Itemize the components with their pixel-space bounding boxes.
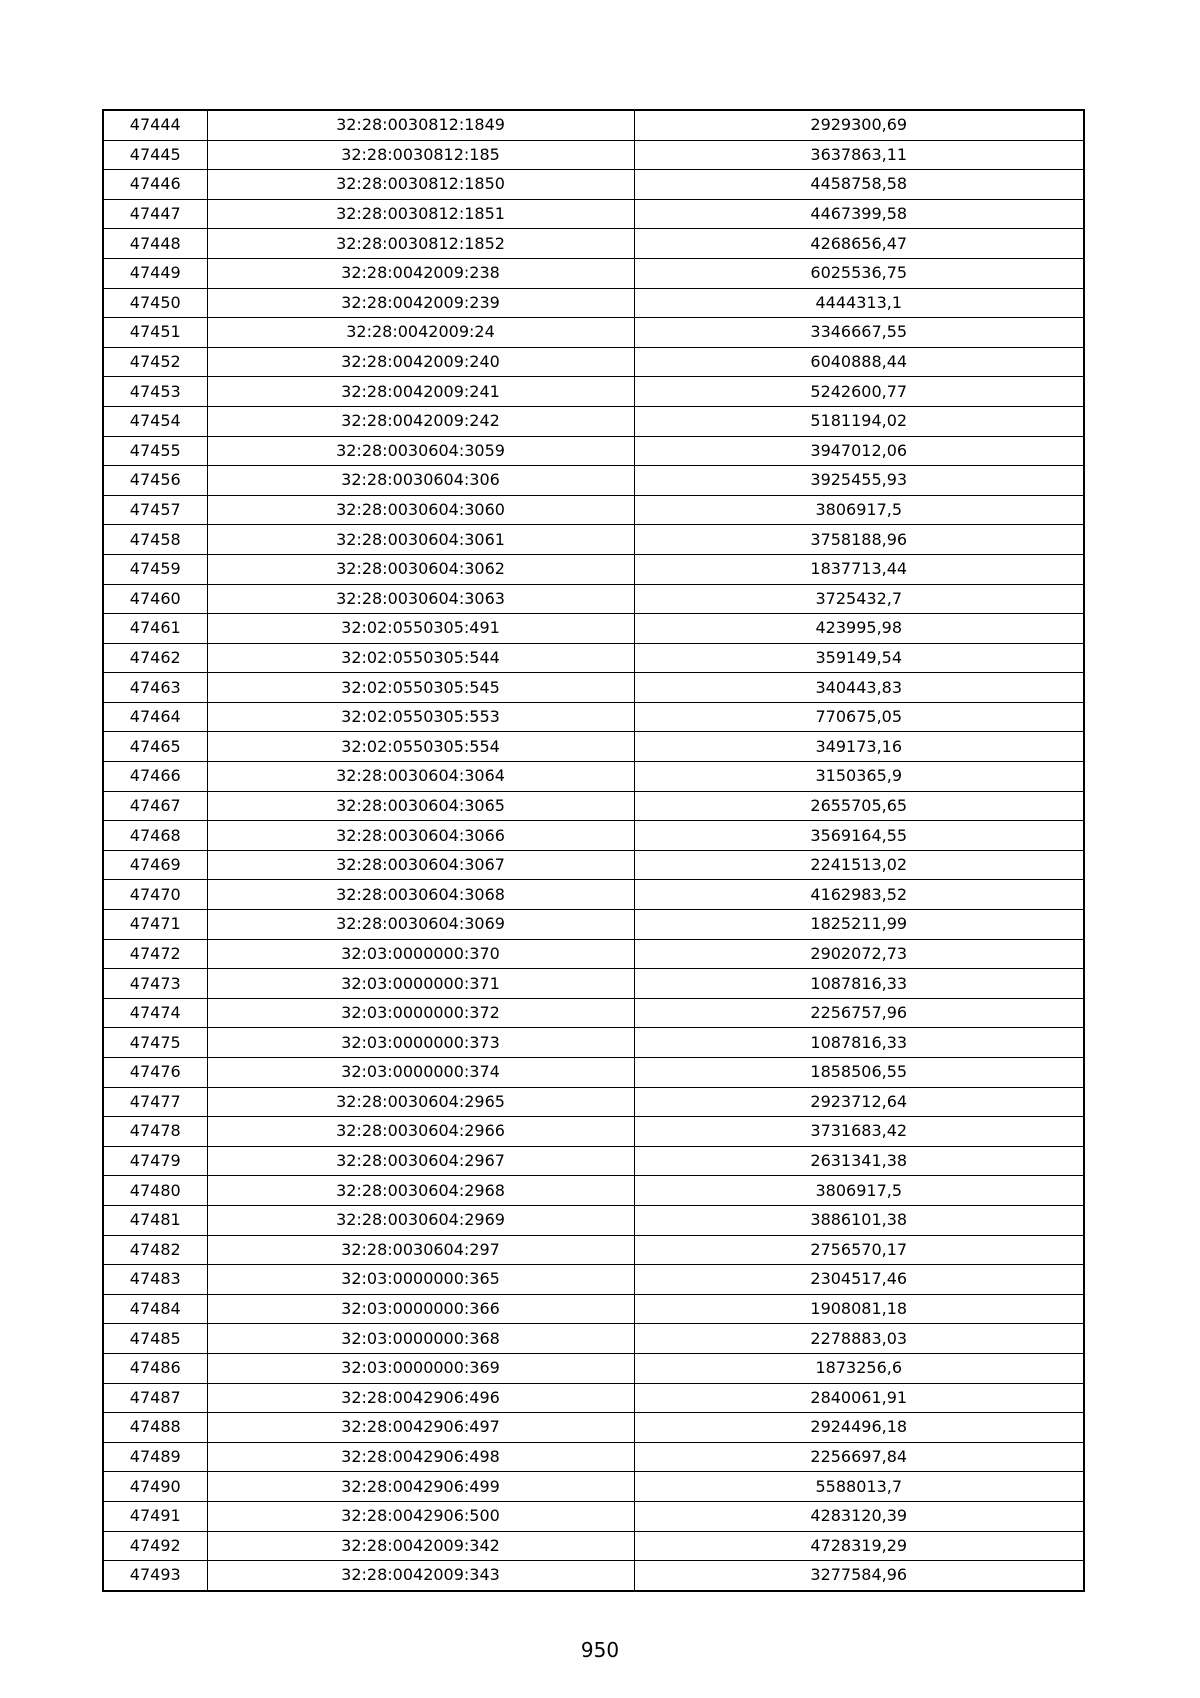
row-number-cell: 47462 [103,643,207,673]
value-cell: 4467399,58 [634,199,1084,229]
data-table [102,109,1085,1592]
cadastral-number-cell: 32:28:0042009:24 [207,318,634,348]
cadastral-number-cell: 32:03:0000000:366 [207,1294,634,1324]
value-cell: 1837713,44 [634,554,1084,584]
row-number-cell: 47474 [103,998,207,1028]
row-number-cell: 47473 [103,969,207,999]
table-row [103,673,1084,703]
row-number-cell: 47454 [103,406,207,436]
row-number-cell: 47447 [103,199,207,229]
row-number-cell: 47444 [103,110,207,140]
table-body [103,110,1084,1591]
table-row [103,1235,1084,1265]
value-cell: 770675,05 [634,702,1084,732]
value-cell: 1908081,18 [634,1294,1084,1324]
row-number-cell: 47459 [103,554,207,584]
row-number-cell: 47476 [103,1058,207,1088]
value-cell: 3947012,06 [634,436,1084,466]
cadastral-number-cell: 32:28:0042009:240 [207,347,634,377]
cadastral-number-cell: 32:28:0030812:185 [207,140,634,170]
value-cell: 2902072,73 [634,939,1084,969]
table-row [103,821,1084,851]
row-number-cell: 47479 [103,1146,207,1176]
value-cell: 423995,98 [634,614,1084,644]
row-number-cell: 47490 [103,1472,207,1502]
cadastral-number-cell: 32:28:0030604:3062 [207,554,634,584]
row-number-cell: 47451 [103,318,207,348]
value-cell: 2756570,17 [634,1235,1084,1265]
row-number-cell: 47493 [103,1561,207,1591]
row-number-cell: 47450 [103,288,207,318]
value-cell: 4458758,58 [634,170,1084,200]
cadastral-number-cell: 32:03:0000000:370 [207,939,634,969]
row-number-cell: 47446 [103,170,207,200]
table-row [103,1501,1084,1531]
cadastral-number-cell: 32:28:0042009:343 [207,1561,634,1591]
value-cell: 3886101,38 [634,1205,1084,1235]
table-row [103,1383,1084,1413]
table-row [103,258,1084,288]
table-row [103,850,1084,880]
value-cell: 3806917,5 [634,495,1084,525]
row-number-cell: 47486 [103,1353,207,1383]
table-row [103,1205,1084,1235]
cadastral-number-cell: 32:28:0030604:3064 [207,762,634,792]
row-number-cell: 47469 [103,850,207,880]
row-number-cell: 47481 [103,1205,207,1235]
row-number-cell: 47478 [103,1117,207,1147]
value-cell: 3277584,96 [634,1561,1084,1591]
cadastral-number-cell: 32:28:0042009:241 [207,377,634,407]
value-cell: 2840061,91 [634,1383,1084,1413]
table-row [103,1058,1084,1088]
value-cell: 2924496,18 [634,1413,1084,1443]
value-cell: 1087816,33 [634,969,1084,999]
value-cell: 4162983,52 [634,880,1084,910]
row-number-cell: 47452 [103,347,207,377]
row-number-cell: 47455 [103,436,207,466]
value-cell: 1087816,33 [634,1028,1084,1058]
cadastral-number-cell: 32:28:0042009:342 [207,1531,634,1561]
value-cell: 4283120,39 [634,1501,1084,1531]
cadastral-number-cell: 32:28:0042906:497 [207,1413,634,1443]
value-cell: 5181194,02 [634,406,1084,436]
row-number-cell: 47472 [103,939,207,969]
row-number-cell: 47468 [103,821,207,851]
table-row [103,1265,1084,1295]
cadastral-number-cell: 32:28:0042906:496 [207,1383,634,1413]
row-number-cell: 47449 [103,258,207,288]
row-number-cell: 47480 [103,1176,207,1206]
value-cell: 1858506,55 [634,1058,1084,1088]
row-number-cell: 47460 [103,584,207,614]
cadastral-number-cell: 32:28:0030604:3063 [207,584,634,614]
row-number-cell: 47457 [103,495,207,525]
value-cell: 3758188,96 [634,525,1084,555]
row-number-cell: 47448 [103,229,207,259]
table-row [103,554,1084,584]
cadastral-number-cell: 32:28:0030604:297 [207,1235,634,1265]
value-cell: 1825211,99 [634,910,1084,940]
cadastral-number-cell: 32:03:0000000:369 [207,1353,634,1383]
cadastral-number-cell: 32:28:0042906:498 [207,1442,634,1472]
row-number-cell: 47464 [103,702,207,732]
row-number-cell: 47492 [103,1531,207,1561]
table-row [103,1028,1084,1058]
table-row [103,140,1084,170]
table-row [103,910,1084,940]
table-row [103,1146,1084,1176]
cadastral-number-cell: 32:03:0000000:372 [207,998,634,1028]
value-cell: 2241513,02 [634,850,1084,880]
table-row [103,495,1084,525]
cadastral-number-cell: 32:28:0030604:3066 [207,821,634,851]
table-row [103,998,1084,1028]
table-row [103,762,1084,792]
table-row [103,199,1084,229]
cadastral-number-cell: 32:28:0030812:1850 [207,170,634,200]
row-number-cell: 47461 [103,614,207,644]
cadastral-number-cell: 32:03:0000000:368 [207,1324,634,1354]
cadastral-number-cell: 32:28:0030604:2969 [207,1205,634,1235]
table-row [103,1561,1084,1591]
table-row [103,1442,1084,1472]
value-cell: 3150365,9 [634,762,1084,792]
table-row [103,110,1084,140]
value-cell: 6025536,75 [634,258,1084,288]
row-number-cell: 47475 [103,1028,207,1058]
cadastral-number-cell: 32:02:0550305:554 [207,732,634,762]
table-row [103,1413,1084,1443]
table-row [103,466,1084,496]
table-row [103,1294,1084,1324]
table-row [103,170,1084,200]
table-row [103,229,1084,259]
table-row [103,702,1084,732]
cadastral-number-cell: 32:28:0030604:3060 [207,495,634,525]
table-row [103,1353,1084,1383]
table-row [103,347,1084,377]
value-cell: 349173,16 [634,732,1084,762]
table-row [103,1531,1084,1561]
value-cell: 2631341,38 [634,1146,1084,1176]
cadastral-number-cell: 32:02:0550305:545 [207,673,634,703]
value-cell: 2929300,69 [634,110,1084,140]
row-number-cell: 47491 [103,1501,207,1531]
cadastral-number-cell: 32:03:0000000:373 [207,1028,634,1058]
row-number-cell: 47485 [103,1324,207,1354]
value-cell: 2256757,96 [634,998,1084,1028]
row-number-cell: 47458 [103,525,207,555]
value-cell: 2304517,46 [634,1265,1084,1295]
cadastral-number-cell: 32:28:0030604:3061 [207,525,634,555]
cadastral-number-cell: 32:28:0030604:2967 [207,1146,634,1176]
value-cell: 4444313,1 [634,288,1084,318]
table-row [103,1117,1084,1147]
row-number-cell: 47467 [103,791,207,821]
value-cell: 4268656,47 [634,229,1084,259]
table-row [103,406,1084,436]
cadastral-number-cell: 32:28:0042009:242 [207,406,634,436]
cadastral-number-cell: 32:28:0030812:1852 [207,229,634,259]
row-number-cell: 47488 [103,1413,207,1443]
value-cell: 3731683,42 [634,1117,1084,1147]
value-cell: 3637863,11 [634,140,1084,170]
value-cell: 5588013,7 [634,1472,1084,1502]
value-cell: 3925455,93 [634,466,1084,496]
table-row [103,732,1084,762]
row-number-cell: 47463 [103,673,207,703]
cadastral-number-cell: 32:02:0550305:544 [207,643,634,673]
table-row [103,318,1084,348]
table-row [103,436,1084,466]
value-cell: 359149,54 [634,643,1084,673]
value-cell: 3725432,7 [634,584,1084,614]
value-cell: 6040888,44 [634,347,1084,377]
cadastral-number-cell: 32:28:0030604:3069 [207,910,634,940]
value-cell: 2655705,65 [634,791,1084,821]
cadastral-number-cell: 32:28:0030604:2968 [207,1176,634,1206]
cadastral-number-cell: 32:28:0030604:306 [207,466,634,496]
value-cell: 5242600,77 [634,377,1084,407]
row-number-cell: 47487 [103,1383,207,1413]
value-cell: 2278883,03 [634,1324,1084,1354]
value-cell: 3569164,55 [634,821,1084,851]
value-cell: 2256697,84 [634,1442,1084,1472]
cadastral-number-cell: 32:28:0030604:3067 [207,850,634,880]
row-number-cell: 47477 [103,1087,207,1117]
cadastral-number-cell: 32:03:0000000:371 [207,969,634,999]
row-number-cell: 47456 [103,466,207,496]
row-number-cell: 47483 [103,1265,207,1295]
value-cell: 4728319,29 [634,1531,1084,1561]
cadastral-number-cell: 32:28:0042906:500 [207,1501,634,1531]
row-number-cell: 47466 [103,762,207,792]
value-cell: 340443,83 [634,673,1084,703]
row-number-cell: 47445 [103,140,207,170]
cadastral-number-cell: 32:28:0042009:238 [207,258,634,288]
value-cell: 3346667,55 [634,318,1084,348]
cadastral-number-cell: 32:28:0042009:239 [207,288,634,318]
row-number-cell: 47484 [103,1294,207,1324]
table-row [103,525,1084,555]
table-row [103,377,1084,407]
row-number-cell: 47489 [103,1442,207,1472]
table-row [103,791,1084,821]
row-number-cell: 47453 [103,377,207,407]
row-number-cell: 47465 [103,732,207,762]
cadastral-number-cell: 32:03:0000000:374 [207,1058,634,1088]
cadastral-number-cell: 32:28:0030604:3065 [207,791,634,821]
cadastral-number-cell: 32:28:0030812:1851 [207,199,634,229]
table-row [103,288,1084,318]
row-number-cell: 47470 [103,880,207,910]
row-number-cell: 47482 [103,1235,207,1265]
cadastral-number-cell: 32:28:0030604:2966 [207,1117,634,1147]
cadastral-number-cell: 32:28:0030812:1849 [207,110,634,140]
table-row [103,614,1084,644]
value-cell: 2923712,64 [634,1087,1084,1117]
value-cell: 3806917,5 [634,1176,1084,1206]
table-row [103,939,1084,969]
table-row [103,969,1084,999]
table-row [103,643,1084,673]
table-row [103,1472,1084,1502]
cadastral-number-cell: 32:02:0550305:491 [207,614,634,644]
table-row [103,1324,1084,1354]
cadastral-number-cell: 32:03:0000000:365 [207,1265,634,1295]
cadastral-number-cell: 32:28:0030604:3068 [207,880,634,910]
cadastral-number-cell: 32:28:0042906:499 [207,1472,634,1502]
cadastral-number-cell: 32:02:0550305:553 [207,702,634,732]
cadastral-number-cell: 32:28:0030604:3059 [207,436,634,466]
table-row [103,1087,1084,1117]
table-row [103,880,1084,910]
table-row [103,1176,1084,1206]
table-row [103,584,1084,614]
row-number-cell: 47471 [103,910,207,940]
cadastral-number-cell: 32:28:0030604:2965 [207,1087,634,1117]
value-cell: 1873256,6 [634,1353,1084,1383]
page-number: 950 [580,1638,620,1662]
